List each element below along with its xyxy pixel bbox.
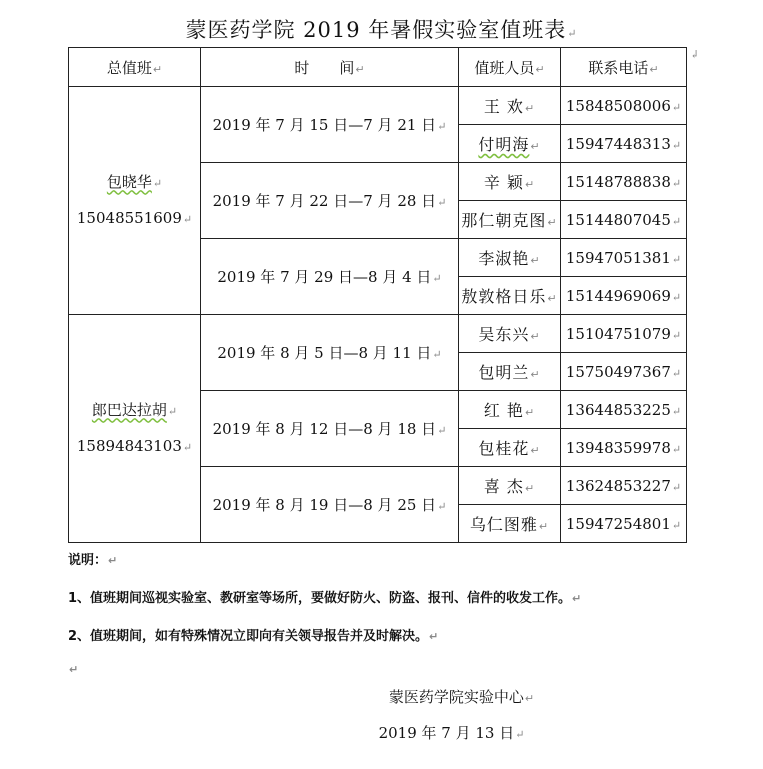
paragraph-mark-icon: ↵ — [524, 102, 536, 115]
phone-number: 13644853225 — [565, 400, 671, 419]
paragraph-mark-icon: ↵ — [524, 406, 536, 419]
empty-paragraph: ↵ — [69, 663, 79, 676]
paragraph-mark-icon: ↵ — [671, 100, 682, 114]
staff-cell — [459, 315, 561, 353]
phone-number: 15848508006 — [565, 96, 671, 115]
paragraph-mark-icon: ↵ — [671, 442, 682, 456]
phone-cell — [561, 505, 687, 543]
supervisor-name: 包晓华 — [106, 172, 152, 191]
paragraph-mark-icon: ↵ — [671, 290, 682, 304]
paragraph-mark-icon: ↵ — [437, 424, 447, 437]
paragraph-mark-icon: ↵ — [182, 440, 193, 454]
phone-cell — [561, 87, 687, 125]
staff-name: 包桂花 — [478, 439, 530, 458]
phone-cell — [561, 201, 687, 239]
paragraph-mark-icon: ↵ — [547, 216, 558, 229]
note-item-1: 1、值班期间巡视实验室、教研室等场所，要做好防火、防盗、报刊、信件的收发工作。↵ — [68, 591, 582, 606]
table-header-row — [69, 48, 687, 87]
paragraph-mark-icon: ↵ — [432, 348, 442, 361]
supervisor-name: 郎巴达拉胡 — [91, 400, 167, 419]
table-body — [69, 87, 687, 543]
notes-section — [68, 548, 728, 692]
paragraph-mark-icon: ↵ — [524, 178, 536, 191]
phone-number: 15144807045 — [565, 210, 671, 229]
staff-name: 王 欢 — [483, 97, 524, 116]
staff-cell — [459, 391, 561, 429]
paragraph-mark-icon: ↵ — [530, 140, 541, 153]
phone-number: 15947051381 — [565, 248, 671, 267]
paragraph-mark-icon: ↵ — [530, 444, 541, 457]
phone-number: 15148788838 — [565, 172, 671, 191]
paragraph-mark-icon: ↵ — [432, 272, 442, 285]
paragraph-mark-icon: ↵ — [671, 252, 682, 266]
period-dates: 2019 年 7 月 29 日—8 月 4 日 — [217, 268, 432, 286]
header-supervisor: 总值班↵ — [69, 48, 201, 87]
period-cell — [201, 163, 459, 239]
staff-cell — [459, 87, 561, 125]
phone-number: 15947254801 — [565, 514, 671, 533]
notes-heading: 说明：↵ — [68, 553, 118, 568]
paragraph-mark-icon: ↵ — [538, 520, 550, 533]
period-cell — [201, 391, 459, 467]
phone-cell — [561, 239, 687, 277]
supervisor-phone: 15894843103 — [76, 436, 182, 455]
staff-name: 李淑艳 — [478, 249, 530, 268]
paragraph-mark-icon: ↵ — [530, 330, 541, 343]
duty-table — [68, 47, 687, 543]
phone-cell — [561, 125, 687, 163]
paragraph-mark-icon: ↵ — [530, 368, 541, 381]
paragraph-mark-icon: ↵ — [671, 404, 682, 418]
paragraph-mark-icon: ↵ — [437, 196, 447, 209]
staff-name: 吴东兴 — [478, 325, 530, 344]
paragraph-mark-icon: ↵ — [671, 328, 682, 342]
paragraph-mark-icon: ↵ — [671, 366, 682, 380]
phone-number: 13948359978 — [565, 438, 671, 457]
staff-name: 辛 颖 — [483, 173, 524, 192]
staff-cell — [459, 429, 561, 467]
phone-number: 15947448313 — [565, 134, 671, 153]
page-title — [0, 14, 763, 44]
staff-cell — [459, 163, 561, 201]
staff-name: 红 艳 — [483, 401, 524, 420]
paragraph-mark-icon: ↵ — [437, 500, 447, 513]
table-row — [69, 315, 687, 353]
staff-cell — [459, 353, 561, 391]
staff-cell — [459, 201, 561, 239]
staff-name: 付明海 — [478, 135, 530, 154]
paragraph-mark-icon: ↵ — [437, 120, 447, 133]
period-dates: 2019 年 7 月 15 日—7 月 21 日 — [212, 116, 437, 134]
paragraph-mark-icon: ↵ — [182, 212, 193, 226]
title-text: 蒙医药学院 2019 年暑假实验室值班表 — [185, 18, 567, 42]
note-item-2: 2、值班期间，如有特殊情况立即向有关领导报告并及时解决。↵ — [68, 629, 439, 644]
staff-cell — [459, 277, 561, 315]
supervisor-cell — [69, 315, 201, 543]
period-dates: 2019 年 8 月 5 日—8 月 11 日 — [217, 344, 432, 362]
staff-cell — [459, 505, 561, 543]
paragraph-mark-icon: ↵ — [524, 482, 536, 495]
staff-name: 乌仁图雅 — [469, 515, 538, 534]
phone-cell — [561, 429, 687, 467]
staff-cell — [459, 239, 561, 277]
paragraph-mark-icon: ↵ — [671, 214, 682, 228]
paragraph-mark-icon: ↵ — [671, 518, 682, 532]
staff-cell — [459, 467, 561, 505]
period-dates: 2019 年 8 月 12 日—8 月 18 日 — [212, 420, 437, 438]
header-phone: 联系电话↵ — [561, 48, 687, 87]
supervisor-phone: 15048551609 — [76, 208, 182, 227]
period-dates: 2019 年 8 月 19 日—8 月 25 日 — [212, 496, 437, 514]
phone-cell — [561, 315, 687, 353]
paragraph-mark-icon: ↵ — [671, 480, 682, 494]
staff-cell — [459, 125, 561, 163]
period-dates: 2019 年 7 月 22 日—7 月 28 日 — [212, 192, 437, 210]
footer-organization: 蒙医药学院实验中心↵ — [388, 688, 535, 706]
paragraph-mark-icon: ↵ — [567, 27, 578, 40]
supervisor-cell — [69, 87, 201, 315]
paragraph-mark-icon: ↵ — [167, 404, 178, 418]
table-row — [69, 87, 687, 125]
period-cell — [201, 467, 459, 543]
paragraph-mark-icon: ↵ — [547, 292, 558, 305]
phone-cell — [561, 391, 687, 429]
header-staff: 值班人员↵ — [459, 48, 561, 87]
period-cell — [201, 239, 459, 315]
row-end-mark-icon: ↲ — [690, 48, 700, 61]
phone-cell — [561, 467, 687, 505]
paragraph-mark-icon: ↵ — [671, 176, 682, 190]
phone-number: 15144969069 — [565, 286, 671, 305]
phone-number: 15104751079 — [565, 324, 671, 343]
phone-number: 13624853227 — [565, 476, 671, 495]
header-time: 时 间↵ — [201, 48, 459, 87]
paragraph-mark-icon: ↵ — [530, 254, 541, 267]
staff-name: 喜 杰 — [483, 477, 524, 496]
phone-cell — [561, 163, 687, 201]
phone-cell — [561, 353, 687, 391]
paragraph-mark-icon: ↵ — [671, 138, 682, 152]
footer-date: 2019 年 7 月 13 日↵ — [378, 724, 525, 742]
staff-name: 包明兰 — [478, 363, 530, 382]
paragraph-mark-icon: ↵ — [152, 176, 163, 190]
staff-name: 敖敦格日乐 — [461, 287, 547, 306]
staff-name: 那仁朝克图 — [461, 211, 547, 230]
period-cell — [201, 315, 459, 391]
phone-number: 15750497367 — [565, 362, 671, 381]
period-cell — [201, 87, 459, 163]
phone-cell — [561, 277, 687, 315]
